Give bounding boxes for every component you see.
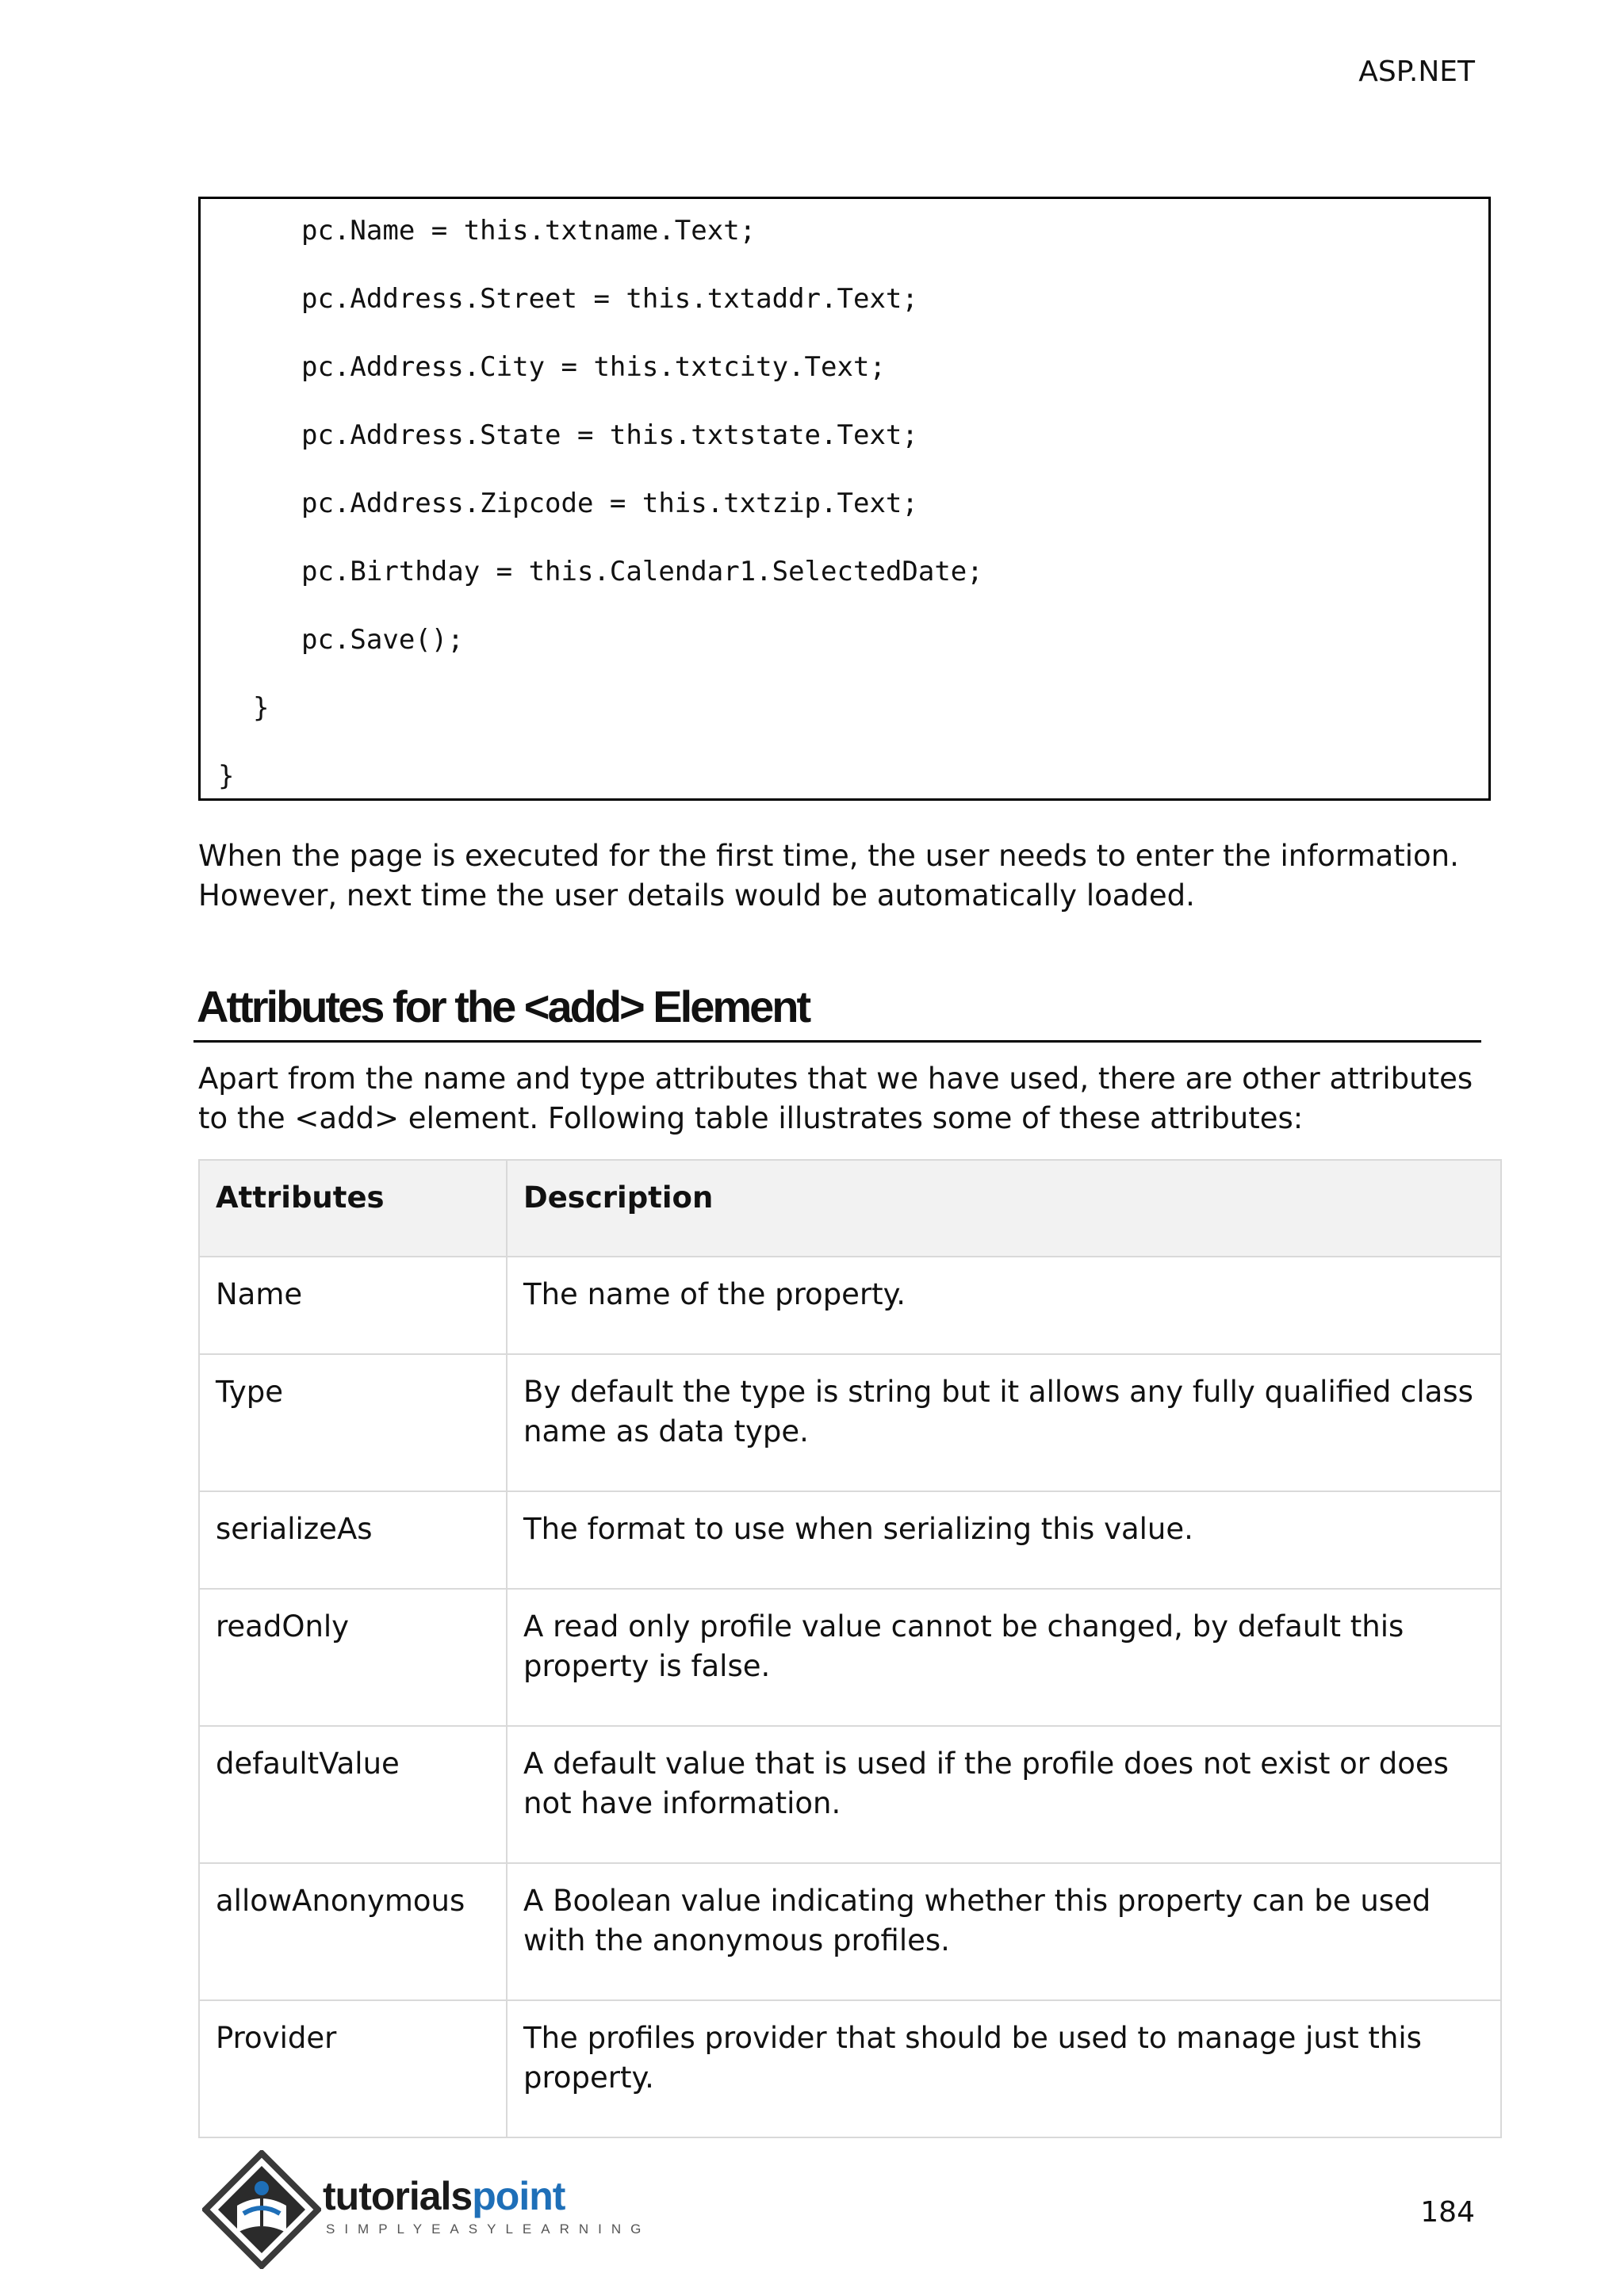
code-line: } — [218, 760, 235, 792]
description-cell: The profiles provider that should be used to manage just this property. — [507, 2000, 1501, 2137]
tutorialspoint-logo — [202, 2150, 651, 2269]
logo-diamond-icon — [202, 2150, 321, 2269]
table-row — [199, 1257, 1501, 1354]
logo-tagline: SIMPLYEASYLEARNING — [326, 2221, 651, 2237]
description-cell: A read only profile value cannot be changed, by default this property is false. — [507, 1589, 1501, 1726]
attribute-cell: Name — [199, 1257, 507, 1354]
table-row — [199, 1354, 1501, 1491]
code-line: pc.Birthday = this.Calendar1.SelectedDate; — [301, 556, 983, 587]
table-row — [199, 2000, 1501, 2137]
table-row — [199, 1863, 1501, 2000]
table-row — [199, 1726, 1501, 1863]
code-line: pc.Save(); — [301, 624, 464, 656]
code-line: pc.Address.State = this.txtstate.Text; — [301, 419, 918, 451]
code-block — [198, 197, 1491, 801]
description-cell: The format to use when serializing this value. — [507, 1491, 1501, 1589]
attribute-cell: Provider — [199, 2000, 507, 2137]
code-line: pc.Name = this.txtname.Text; — [301, 215, 756, 247]
column-header-description: Description — [507, 1160, 1501, 1257]
description-cell: The name of the property. — [507, 1257, 1501, 1354]
description-cell: A Boolean value indicating whether this property can be used with the anonymous profiles. — [507, 1863, 1501, 2000]
table-row — [199, 1491, 1501, 1589]
table-header-row — [199, 1160, 1501, 1257]
page-number: 184 — [1420, 2196, 1475, 2229]
intro-paragraph: When the page is executed for the first time, the user needs to enter the information. However, next time the user details would be automatically loaded. — [198, 839, 1459, 913]
logo-text-point: point — [472, 2174, 565, 2218]
section-paragraph: Apart from the name and type attributes that we have used, there are other attributes to the <add> element. Following table illustrates some of these attributes: — [198, 1062, 1473, 1135]
attribute-cell: defaultValue — [199, 1726, 507, 1863]
logo-text-tutorials: tutorials — [323, 2174, 473, 2218]
description-cell: By default the type is string but it allows any fully qualified class name as data type. — [507, 1354, 1501, 1491]
attribute-cell: readOnly — [199, 1589, 507, 1726]
code-line: pc.Address.Street = this.txtaddr.Text; — [301, 283, 918, 315]
attribute-cell: serializeAs — [199, 1491, 507, 1589]
attribute-cell: Type — [199, 1354, 507, 1491]
attributes-table — [198, 1159, 1502, 2138]
description-cell: A default value that is used if the profile does not exist or does not have information. — [507, 1726, 1501, 1863]
header-title: ASP.NET — [1358, 55, 1475, 88]
logo-wordmark — [323, 2172, 565, 2220]
attribute-cell: allowAnonymous — [199, 1863, 507, 2000]
code-line: } — [253, 692, 270, 724]
heading-underline — [193, 1040, 1481, 1043]
table-row — [199, 1589, 1501, 1726]
section-heading: Attributes for the <add> Element — [197, 982, 810, 1031]
code-line: pc.Address.City = this.txtcity.Text; — [301, 351, 886, 383]
code-line: pc.Address.Zipcode = this.txtzip.Text; — [301, 488, 918, 519]
column-header-attributes: Attributes — [199, 1160, 507, 1257]
